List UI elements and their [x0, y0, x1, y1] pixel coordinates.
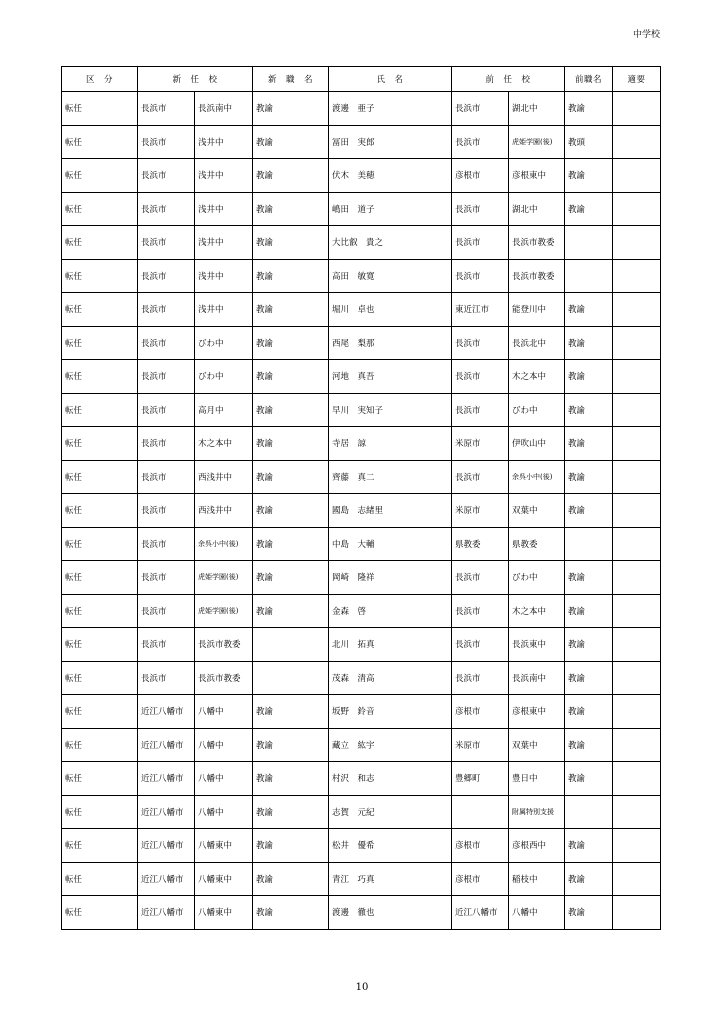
cell-previous-position: 教諭 [565, 326, 613, 360]
cell-new-school: 長浜南中 [195, 92, 253, 126]
cell-previous-school: びわ中 [509, 393, 565, 427]
column-header-previous-position: 前職名 [565, 67, 613, 92]
column-header-new-school: 新 任 校 [138, 67, 253, 92]
cell-new-school: 浅井中 [195, 293, 253, 327]
cell-new-position: 教諭 [253, 360, 329, 394]
table-header-row [62, 67, 661, 92]
cell-previous-school: 虎姫学園(後) [509, 125, 565, 159]
cell-new-school: びわ中 [195, 360, 253, 394]
cell-previous-school: 能登川中 [509, 293, 565, 327]
cell-previous-school: びわ中 [509, 561, 565, 595]
cell-new-municipality: 長浜市 [138, 259, 195, 293]
cell-new-municipality: 長浜市 [138, 594, 195, 628]
cell-new-school: 八幡中 [195, 762, 253, 796]
cell-previous-position: 教諭 [565, 829, 613, 863]
cell-name: 西尾 梨那 [329, 326, 452, 360]
cell-previous-school: 双葉中 [509, 728, 565, 762]
cell-name: 大比叡 貴之 [329, 226, 452, 260]
cell-previous-municipality: 米原市 [452, 494, 509, 528]
table-row [62, 393, 661, 427]
cell-remarks [613, 460, 661, 494]
table-row [62, 728, 661, 762]
cell-new-school: 長浜市教委 [195, 628, 253, 662]
cell-remarks [613, 159, 661, 193]
cell-previous-municipality: 彦根市 [452, 862, 509, 896]
cell-previous-school: 余呉小中(後) [509, 460, 565, 494]
table-row [62, 360, 661, 394]
cell-category: 転任 [62, 661, 138, 695]
cell-remarks [613, 561, 661, 595]
cell-previous-position: 教諭 [565, 393, 613, 427]
cell-name: 金森 啓 [329, 594, 452, 628]
cell-previous-school: 長浜北中 [509, 326, 565, 360]
cell-previous-school: 湖北中 [509, 192, 565, 226]
cell-category: 転任 [62, 728, 138, 762]
cell-new-school: 高月中 [195, 393, 253, 427]
cell-category: 転任 [62, 326, 138, 360]
cell-previous-municipality: 彦根市 [452, 829, 509, 863]
cell-remarks [613, 494, 661, 528]
cell-previous-position: 教頭 [565, 125, 613, 159]
table-row [62, 628, 661, 662]
cell-new-position: 教諭 [253, 795, 329, 829]
cell-previous-school: 附属特別支援 [509, 795, 565, 829]
cell-previous-position: 教諭 [565, 460, 613, 494]
table-row [62, 829, 661, 863]
cell-name: 堀川 卓也 [329, 293, 452, 327]
cell-previous-municipality: 長浜市 [452, 226, 509, 260]
cell-new-school: 虎姫学園(後) [195, 594, 253, 628]
table-row [62, 661, 661, 695]
cell-previous-position: 教諭 [565, 159, 613, 193]
cell-new-position: 教諭 [253, 427, 329, 461]
cell-category: 転任 [62, 393, 138, 427]
cell-category: 転任 [62, 695, 138, 729]
cell-name: 渡邊 亜子 [329, 92, 452, 126]
cell-new-municipality: 長浜市 [138, 494, 195, 528]
cell-new-position: 教諭 [253, 125, 329, 159]
cell-category: 転任 [62, 293, 138, 327]
cell-remarks [613, 661, 661, 695]
cell-category: 転任 [62, 92, 138, 126]
cell-category: 転任 [62, 125, 138, 159]
cell-new-school: 西浅井中 [195, 494, 253, 528]
cell-previous-position: 教諭 [565, 293, 613, 327]
cell-name: 渡邊 徹也 [329, 896, 452, 930]
cell-name: 北川 拓真 [329, 628, 452, 662]
cell-previous-school: 長浜市教委 [509, 259, 565, 293]
cell-new-position: 教諭 [253, 393, 329, 427]
cell-new-municipality: 長浜市 [138, 125, 195, 159]
cell-new-municipality: 近江八幡市 [138, 896, 195, 930]
cell-new-position: 教諭 [253, 494, 329, 528]
column-header-previous-school: 前 任 校 [452, 67, 565, 92]
cell-name: 村沢 和志 [329, 762, 452, 796]
cell-category: 転任 [62, 226, 138, 260]
cell-category: 転任 [62, 427, 138, 461]
cell-new-school: 木之本中 [195, 427, 253, 461]
cell-new-position: 教諭 [253, 259, 329, 293]
table-row [62, 192, 661, 226]
page-number: 10 [355, 982, 369, 993]
cell-previous-municipality: 長浜市 [452, 326, 509, 360]
table-row [62, 226, 661, 260]
cell-previous-position: 教諭 [565, 360, 613, 394]
cell-new-school: 八幡中 [195, 795, 253, 829]
table-row [62, 594, 661, 628]
cell-previous-municipality: 長浜市 [452, 594, 509, 628]
column-header-new-position: 新 職 名 [253, 67, 329, 92]
cell-previous-school: 木之本中 [509, 360, 565, 394]
cell-category: 転任 [62, 527, 138, 561]
cell-name: 冨田 実郎 [329, 125, 452, 159]
cell-previous-position [565, 527, 613, 561]
cell-new-school: 八幡東中 [195, 829, 253, 863]
cell-previous-school: 長浜南中 [509, 661, 565, 695]
cell-new-school: 長浜市教委 [195, 661, 253, 695]
cell-name: 岡崎 隆祥 [329, 561, 452, 595]
cell-new-position: 教諭 [253, 159, 329, 193]
table-row [62, 259, 661, 293]
cell-name: 國島 志緒里 [329, 494, 452, 528]
cell-new-position: 教諭 [253, 896, 329, 930]
cell-category: 転任 [62, 159, 138, 193]
cell-new-municipality: 長浜市 [138, 159, 195, 193]
table-row [62, 762, 661, 796]
cell-previous-school: 八幡中 [509, 896, 565, 930]
cell-previous-municipality: 長浜市 [452, 92, 509, 126]
cell-new-position: 教諭 [253, 862, 329, 896]
cell-category: 転任 [62, 360, 138, 394]
table-row [62, 862, 661, 896]
cell-remarks [613, 192, 661, 226]
cell-new-school: 浅井中 [195, 125, 253, 159]
cell-remarks [613, 293, 661, 327]
cell-previous-school: 稲枝中 [509, 862, 565, 896]
cell-previous-position: 教諭 [565, 628, 613, 662]
cell-remarks [613, 259, 661, 293]
table-row [62, 561, 661, 595]
cell-previous-municipality: 長浜市 [452, 125, 509, 159]
cell-previous-position: 教諭 [565, 762, 613, 796]
cell-remarks [613, 527, 661, 561]
cell-previous-school: 県教委 [509, 527, 565, 561]
cell-previous-position [565, 795, 613, 829]
cell-category: 転任 [62, 762, 138, 796]
cell-previous-position: 教諭 [565, 494, 613, 528]
cell-previous-school: 彦根西中 [509, 829, 565, 863]
cell-remarks [613, 594, 661, 628]
cell-remarks [613, 862, 661, 896]
cell-new-position: 教諭 [253, 293, 329, 327]
cell-previous-school: 彦根東中 [509, 159, 565, 193]
cell-previous-position: 教諭 [565, 862, 613, 896]
cell-new-school: 八幡中 [195, 728, 253, 762]
cell-previous-position [565, 226, 613, 260]
cell-category: 転任 [62, 628, 138, 662]
cell-previous-position [565, 259, 613, 293]
cell-name: 茂森 清高 [329, 661, 452, 695]
cell-new-position: 教諭 [253, 695, 329, 729]
cell-previous-municipality: 米原市 [452, 728, 509, 762]
cell-new-school: 浅井中 [195, 192, 253, 226]
table-row [62, 427, 661, 461]
cell-new-school: 浅井中 [195, 259, 253, 293]
table-row [62, 896, 661, 930]
cell-new-municipality: 長浜市 [138, 561, 195, 595]
cell-previous-municipality: 県教委 [452, 527, 509, 561]
cell-new-municipality: 近江八幡市 [138, 862, 195, 896]
cell-category: 転任 [62, 259, 138, 293]
cell-new-municipality: 長浜市 [138, 661, 195, 695]
cell-name: 高田 敏寛 [329, 259, 452, 293]
cell-previous-municipality: 彦根市 [452, 695, 509, 729]
cell-new-position: 教諭 [253, 192, 329, 226]
cell-name: 坂野 鈴音 [329, 695, 452, 729]
cell-new-municipality: 長浜市 [138, 393, 195, 427]
cell-name: 青江 巧真 [329, 862, 452, 896]
cell-name: 伏木 美穂 [329, 159, 452, 193]
table-row [62, 460, 661, 494]
cell-remarks [613, 125, 661, 159]
cell-category: 転任 [62, 494, 138, 528]
cell-previous-municipality: 長浜市 [452, 628, 509, 662]
cell-previous-municipality: 長浜市 [452, 460, 509, 494]
cell-new-position: 教諭 [253, 527, 329, 561]
cell-name: 河地 真吾 [329, 360, 452, 394]
cell-category: 転任 [62, 192, 138, 226]
cell-new-position: 教諭 [253, 226, 329, 260]
cell-new-municipality: 長浜市 [138, 226, 195, 260]
cell-name: 藏立 紘宇 [329, 728, 452, 762]
cell-previous-school: 長浜市教委 [509, 226, 565, 260]
cell-category: 転任 [62, 829, 138, 863]
table-row [62, 494, 661, 528]
cell-new-municipality: 長浜市 [138, 628, 195, 662]
cell-category: 転任 [62, 594, 138, 628]
column-header-name: 氏 名 [329, 67, 452, 92]
cell-previous-municipality: 近江八幡市 [452, 896, 509, 930]
cell-new-municipality: 近江八幡市 [138, 762, 195, 796]
cell-name: 中島 大輔 [329, 527, 452, 561]
cell-remarks [613, 896, 661, 930]
cell-previous-municipality: 米原市 [452, 427, 509, 461]
cell-new-school: 八幡東中 [195, 862, 253, 896]
cell-previous-position: 教諭 [565, 92, 613, 126]
cell-remarks [613, 226, 661, 260]
page-category-label: 中学校 [632, 30, 660, 40]
cell-remarks [613, 360, 661, 394]
cell-previous-school: 湖北中 [509, 92, 565, 126]
cell-new-position: 教諭 [253, 460, 329, 494]
cell-previous-position: 教諭 [565, 896, 613, 930]
cell-category: 転任 [62, 862, 138, 896]
cell-new-school: 浅井中 [195, 226, 253, 260]
cell-remarks [613, 326, 661, 360]
cell-previous-municipality: 長浜市 [452, 192, 509, 226]
cell-previous-school: 双葉中 [509, 494, 565, 528]
cell-new-municipality: 近江八幡市 [138, 829, 195, 863]
cell-previous-municipality: 長浜市 [452, 259, 509, 293]
cell-previous-position: 教諭 [565, 192, 613, 226]
cell-previous-position: 教諭 [565, 427, 613, 461]
cell-new-position: 教諭 [253, 326, 329, 360]
cell-remarks [613, 795, 661, 829]
cell-remarks [613, 427, 661, 461]
cell-new-school: 八幡東中 [195, 896, 253, 930]
cell-new-municipality: 長浜市 [138, 326, 195, 360]
cell-new-school: 虎姫学園(後) [195, 561, 253, 595]
column-header-category: 区 分 [62, 67, 138, 92]
cell-previous-school: 豊日中 [509, 762, 565, 796]
table-row [62, 527, 661, 561]
cell-previous-municipality: 豊郷町 [452, 762, 509, 796]
cell-new-position: 教諭 [253, 594, 329, 628]
table-row [62, 795, 661, 829]
cell-new-position: 教諭 [253, 728, 329, 762]
cell-name: 松井 優希 [329, 829, 452, 863]
cell-previous-position: 教諭 [565, 661, 613, 695]
cell-new-position: 教諭 [253, 829, 329, 863]
cell-new-municipality: 長浜市 [138, 527, 195, 561]
cell-previous-school: 木之本中 [509, 594, 565, 628]
cell-new-position: 教諭 [253, 561, 329, 595]
cell-remarks [613, 628, 661, 662]
cell-previous-municipality: 長浜市 [452, 360, 509, 394]
cell-new-municipality: 近江八幡市 [138, 695, 195, 729]
cell-new-municipality: 近江八幡市 [138, 728, 195, 762]
cell-new-municipality: 近江八幡市 [138, 795, 195, 829]
cell-category: 転任 [62, 795, 138, 829]
cell-new-position: 教諭 [253, 92, 329, 126]
cell-name: 早川 実知子 [329, 393, 452, 427]
cell-new-school: 西浅井中 [195, 460, 253, 494]
cell-previous-school: 伊吹山中 [509, 427, 565, 461]
cell-new-municipality: 長浜市 [138, 460, 195, 494]
personnel-table [61, 66, 661, 930]
cell-new-municipality: 長浜市 [138, 92, 195, 126]
cell-previous-school: 長浜東中 [509, 628, 565, 662]
cell-new-school: 浅井中 [195, 159, 253, 193]
cell-previous-municipality: 長浜市 [452, 393, 509, 427]
cell-remarks [613, 762, 661, 796]
cell-previous-position: 教諭 [565, 594, 613, 628]
cell-name: 志賀 元紀 [329, 795, 452, 829]
column-header-remarks: 適要 [613, 67, 661, 92]
cell-previous-position: 教諭 [565, 561, 613, 595]
table-row [62, 125, 661, 159]
cell-previous-municipality: 長浜市 [452, 661, 509, 695]
cell-new-position [253, 628, 329, 662]
cell-previous-municipality: 彦根市 [452, 159, 509, 193]
cell-remarks [613, 728, 661, 762]
cell-remarks [613, 695, 661, 729]
table-row [62, 695, 661, 729]
cell-name: 寺居 諒 [329, 427, 452, 461]
cell-name: 嶋田 道子 [329, 192, 452, 226]
cell-new-municipality: 長浜市 [138, 192, 195, 226]
cell-new-position [253, 661, 329, 695]
cell-new-position: 教諭 [253, 762, 329, 796]
cell-previous-municipality: 東近江市 [452, 293, 509, 327]
cell-new-school: びわ中 [195, 326, 253, 360]
cell-remarks [613, 393, 661, 427]
cell-previous-school: 彦根東中 [509, 695, 565, 729]
cell-new-municipality: 長浜市 [138, 360, 195, 394]
cell-new-municipality: 長浜市 [138, 427, 195, 461]
table-row [62, 92, 661, 126]
cell-remarks [613, 829, 661, 863]
cell-category: 転任 [62, 561, 138, 595]
table-row [62, 159, 661, 193]
cell-new-school: 八幡中 [195, 695, 253, 729]
cell-previous-position: 教諭 [565, 695, 613, 729]
cell-new-school: 余呉小中(後) [195, 527, 253, 561]
table-row [62, 326, 661, 360]
cell-previous-position: 教諭 [565, 728, 613, 762]
cell-remarks [613, 92, 661, 126]
cell-category: 転任 [62, 896, 138, 930]
table-row [62, 293, 661, 327]
cell-new-municipality: 長浜市 [138, 293, 195, 327]
cell-previous-municipality [452, 795, 509, 829]
cell-previous-municipality: 長浜市 [452, 561, 509, 595]
cell-category: 転任 [62, 460, 138, 494]
cell-name: 齊藤 真二 [329, 460, 452, 494]
